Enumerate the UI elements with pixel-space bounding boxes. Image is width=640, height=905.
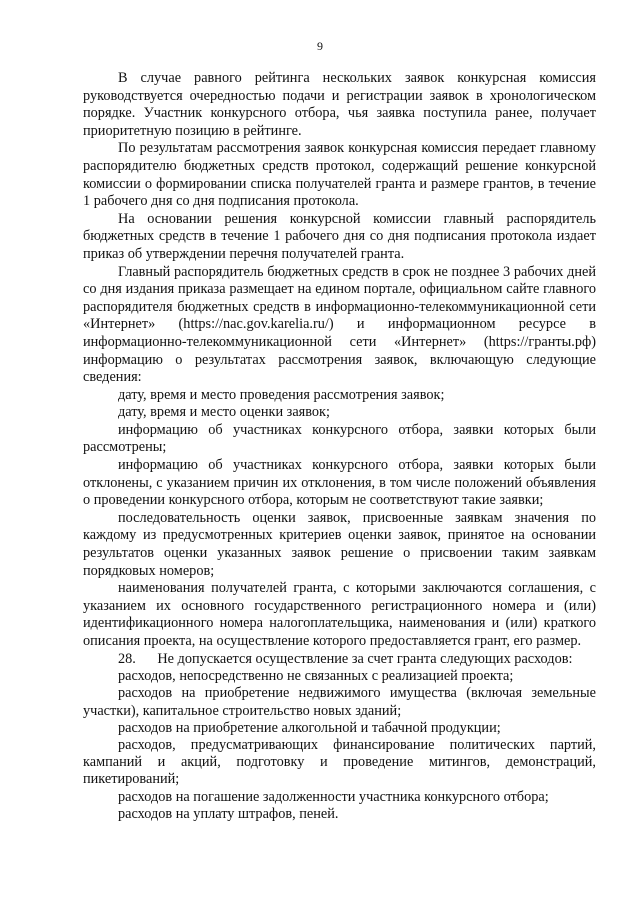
list-item-assessment-sequence: последовательность оценки заявок, присвоенные заявкам значения по каждому из предусмотренных критериев оценки заявок, принятое на основании результатов оценки указанных заявок решение о присвоении таким заявкам порядковых номеров; [83, 509, 596, 579]
paragraph-protocol-transfer: По результатам рассмотрения заявок конкурсная комиссия передает главному распорядителю бюджетных средств протокол, содержащий решение конкурсной комиссии о формировании списка получателей гранта и размере грантов, в течение 1 рабочего дня со дня подписания протокола. [83, 140, 596, 210]
list-item-unrelated-expenses: расходов, непосредственно не связанных с реализацией проекта; [118, 668, 514, 685]
list-item-debt-repayment: расходов на погашение задолженности участника конкурсного отбора; [118, 788, 549, 805]
list-item-rejected-participants: информацию об участниках конкурсного отбора, заявки которых были отклонены, с указанием причин их отклонения, в том числе положений объявления о проведении конкурсного отбора, которым не соответствуют такие заявки; [83, 457, 596, 509]
list-item-alcohol-tobacco: расходов на приобретение алкогольной и табачной продукции; [118, 719, 501, 736]
paragraph-publication: Главный распорядитель бюджетных средств в срок не позднее 3 рабочих дней со дня издания приказа размещает на едином портале, официальном сайте главного распорядителя бюджетных средств в информационно-телекоммуникационной сети «Интернет» (https://nac.gov.karelia.ru/) и информационном ресурсе в информационно-телекоммуникационной сети «Интернет» (https://гранты.рф) информацию о результатах рассмотрения заявок, включающую следующие сведения: [83, 263, 596, 386]
page-number: 9 [317, 39, 323, 53]
list-item-assessment-date: дату, время и место оценки заявок; [118, 404, 330, 421]
list-item-grant-recipients: наименования получателей гранта, с которыми заключаются соглашения, с указанием их основного государственного регистрационного номера и (или) идентификационного номера налогоплательщика, наименования и (или) краткого описания проекта, на осуществление которого предоставляется грант, его размер. [83, 580, 596, 649]
list-item-fines: расходов на уплату штрафов, пеней. [118, 805, 339, 822]
paragraph-28-prohibited-expenses: 28. Не допускается осуществление за счет гранта следующих расходов: [118, 650, 573, 667]
paragraph-equal-rating: В случае равного рейтинга нескольких заявок конкурсная комиссия руководствуется очередностью подачи и регистрации заявок в хронологическом порядке. Участник конкурсного отбора, чья заявка поступила ранее, получает приоритетную позицию в рейтинге. [83, 70, 596, 139]
list-item-political-financing: расходов, предусматривающих финансирование политических партий, кампаний и акций, подготовку и проведение митингов, демонстраций, пикетирований; [83, 737, 596, 788]
list-item-review-date: дату, время и место проведения рассмотрения заявок; [118, 386, 445, 403]
paragraph-order-approval: На основании решения конкурсной комиссии главный распорядитель бюджетных средств в течение 1 рабочего дня со дня подписания протокола издает приказ об утверждении перечня получателей гранта. [83, 210, 596, 262]
document-body [83, 70, 596, 823]
list-item-real-estate: расходов на приобретение недвижимого имущества (включая земельные участки), капитальное строительство новых зданий; [83, 685, 596, 719]
list-item-reviewed-participants: информацию об участниках конкурсного отбора, заявки которых были рассмотрены; [83, 421, 596, 456]
